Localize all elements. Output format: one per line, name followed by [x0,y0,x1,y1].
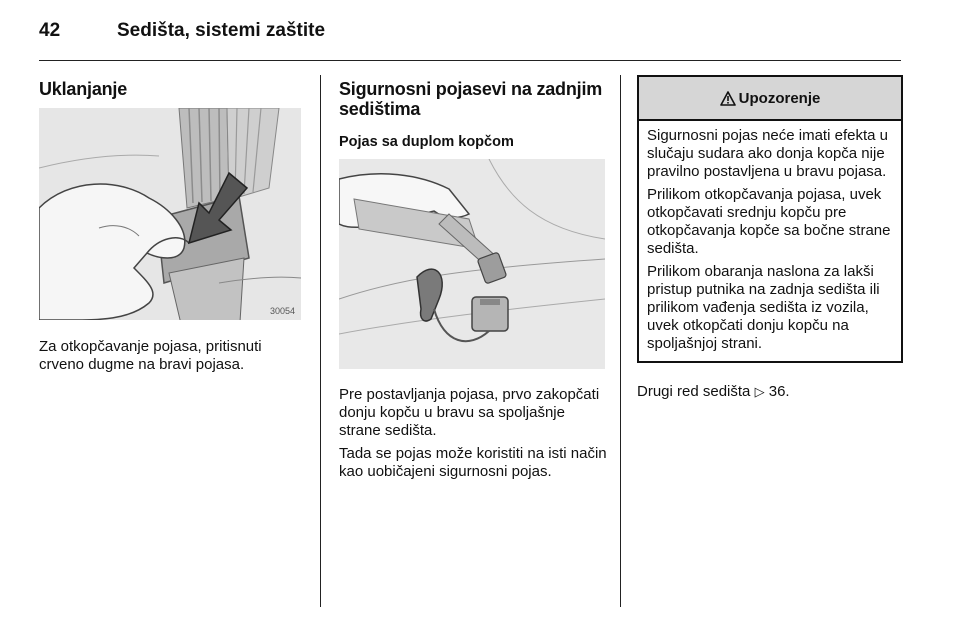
page-header [39,20,901,54]
page-number: 42 [39,20,61,41]
double-buckle-drawing [339,159,605,369]
reference-page: 36. [768,383,790,400]
chapter-title: Sedišta, sistemi zaštite [117,20,326,41]
column-divider-left [320,75,321,607]
buckle-release-drawing [39,108,301,320]
removal-text: Za otkopčavanje pojasa, pritisnuti crveno dugme na bravi pojasa. [39,338,262,373]
warning-box [637,75,903,363]
buckle-release-illustration [39,108,301,320]
section-heading-rear-seatbelts: Sigurnosni pojasevi na zadnjim sedištima [339,79,603,119]
subheading-double-buckle: Pojas sa duplom kopčom [339,134,514,150]
page-reference-arrow-icon: ▷ [754,384,765,399]
section-heading-removal: Uklanjanje [39,79,128,99]
double-buckle-illustration [339,159,605,369]
header-rule [39,60,901,61]
column-divider-right [620,75,621,607]
warning-item: Sigurnosni pojas neće imati efekta u slučaju sudara ako donja kopča nije pravilno postavljena u bravu pojasa. [647,127,888,180]
warning-body [639,121,901,361]
warning-title: Upozorenje [738,89,821,107]
reference-text: Drugi red sedišta [637,383,751,400]
warning-item: Prilikom obaranja naslona za lakši pristup putnika na zadnja sedišta ili prilikom vađenja sedišta iz vozila, uvek otkopčati donju kopču na spoljašnjoj strani. [647,263,880,352]
warning-header [639,77,901,121]
double-buckle-para-2: Tada se pojas može koristiti na isti način kao uobičajeni sigurnosni pojas. [339,445,607,480]
warning-triangle-icon [720,91,736,106]
double-buckle-para-1: Pre postavljanja pojasa, prvo zakopčati donju kopču u bravu sa spoljašnje strane sedišta. [339,386,600,439]
warning-item: Prilikom otkopčavanja pojasa, uvek otkopčavati srednju kopču pre otkopčavanja kopče sa bočne strane sedišta. [647,186,891,257]
cross-reference [637,383,901,401]
figure-code: 30054 [269,306,295,316]
